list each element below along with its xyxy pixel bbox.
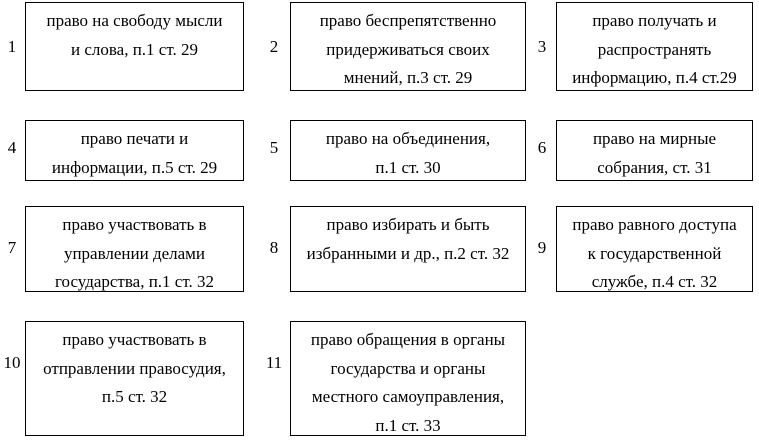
right-text: право на объединения, п.1 ст. 30 (325, 129, 491, 177)
item-number: 11 (265, 353, 283, 372)
item-number: 7 (7, 238, 17, 257)
right-box (25, 2, 244, 91)
right-box (25, 321, 244, 436)
right-box (556, 206, 753, 292)
right-text: право участвовать в отправлении правосудия, п.5 ст. 32 (43, 330, 226, 406)
right-text: право участвовать в управлении делами государства, п.1 ст. 32 (54, 215, 215, 291)
right-text: право беспрепятственно придерживаться своих мнений, п.3 ст. 29 (319, 11, 497, 87)
item-number: 2 (269, 37, 279, 56)
item-number: 4 (7, 138, 17, 157)
right-box (290, 2, 526, 91)
item-number: 3 (537, 37, 547, 56)
item-number: 8 (269, 238, 279, 257)
right-text: право получать и распространять информацию, п.4 ст.29 (572, 11, 737, 87)
right-box (556, 120, 753, 181)
item-number: 6 (537, 138, 547, 157)
item-number: 5 (269, 138, 279, 157)
right-text: право на мирные собрания, ст. 31 (592, 129, 717, 177)
item-number: 10 (3, 353, 21, 372)
right-box (25, 206, 244, 292)
right-text: право печати и информации, п.5 ст. 29 (51, 129, 218, 177)
right-box (290, 206, 526, 292)
item-number: 9 (537, 238, 547, 257)
right-box (290, 120, 526, 181)
right-box (290, 321, 526, 436)
right-text: право избирать и быть избранными и др., п.2 ст. 32 (306, 215, 510, 263)
right-box (556, 2, 753, 91)
item-number: 1 (7, 37, 17, 56)
right-text: право обращения в органы государства и органы местного самоуправления, п.1 ст. 33 (310, 330, 506, 435)
right-text: право равного доступа к государственной службе, п.4 ст. 32 (572, 215, 737, 291)
right-box (25, 120, 244, 181)
right-text: право на свободу мысли и слова, п.1 ст. 29 (46, 11, 223, 59)
